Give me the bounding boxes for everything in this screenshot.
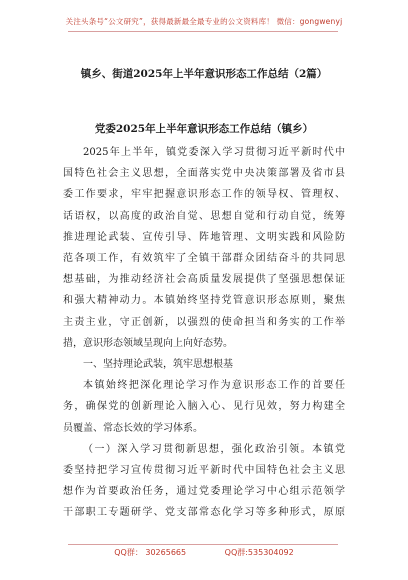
body-line: 委工作要求，牢牢把握意识形态工作的领导权、管理权、 [63, 189, 345, 201]
body-line: 和强大精神动力。本镇始终坚持党管意识形态原则，聚焦 [63, 295, 345, 307]
document-title: 镇乡、街道2025年上半年意识形态工作总结（2篇） [80, 68, 328, 80]
body-line: 务，确保党的创新理论入脑入心、见行见效，努力构建全 [63, 401, 345, 413]
body-line: 国特色社会主义思想，全面落实党中央决策部署及省市县 [63, 168, 345, 180]
body-line: 措，意识形态领域呈现向上向好态势。 [63, 337, 233, 349]
header-banner: 关注头条号“公文研究”，获得最新最全最专业的公文资料库！ 微信：gongwenyj [65, 17, 343, 26]
body-line: 委坚持把学习宣传贯彻习近平新时代中国特色社会主义思 [63, 465, 345, 477]
body-line: 想作为首要政治任务，通过党委理论学习中心组示范领学 [63, 486, 345, 498]
footer-qq-group-1: QQ群： 30265665 [114, 548, 187, 557]
document-body [63, 142, 345, 524]
body-line: 想基础，为推动经济社会高质量发展提供了坚强思想保证 [63, 274, 345, 286]
footer-qq-group-2: QQ群:535304092 [224, 548, 294, 557]
body-line: 本镇始终把深化理论学习作为意识形态工作的首要任 [83, 380, 345, 392]
body-line: 范各项工作，有效筑牢了全镇干部群众团结奋斗的共同思 [63, 253, 345, 265]
body-line: 2025年上半年，镇党委深入学习贯彻习近平新时代中 [83, 147, 345, 158]
footer [0, 547, 408, 558]
body-line: 员覆盖、常态长效的学习体系。 [63, 422, 203, 434]
subheading: 一、坚持理论武装，筑牢思想根基 [83, 359, 233, 371]
header-divider [68, 31, 338, 32]
footer-divider [68, 544, 338, 545]
body-line: （一）深入学习贯彻新思想，强化政治引领。本镇党 [83, 443, 345, 455]
section-title: 党委2025年上半年意识形态工作总结（镇乡） [94, 123, 314, 135]
body-line: 推进理论武装、宣传引导、阵地管理、文明实践和风险防 [63, 231, 345, 243]
body-line: 话语权，以高度的政治自觉、思想自觉和行动自觉，统筹 [63, 210, 345, 222]
body-line: 主责主业，守正创新，以强烈的使命担当和务实的工作举 [63, 316, 345, 328]
body-line: 干部职工专题研学、党支部常态化学习等多种形式，原原 [63, 507, 345, 519]
